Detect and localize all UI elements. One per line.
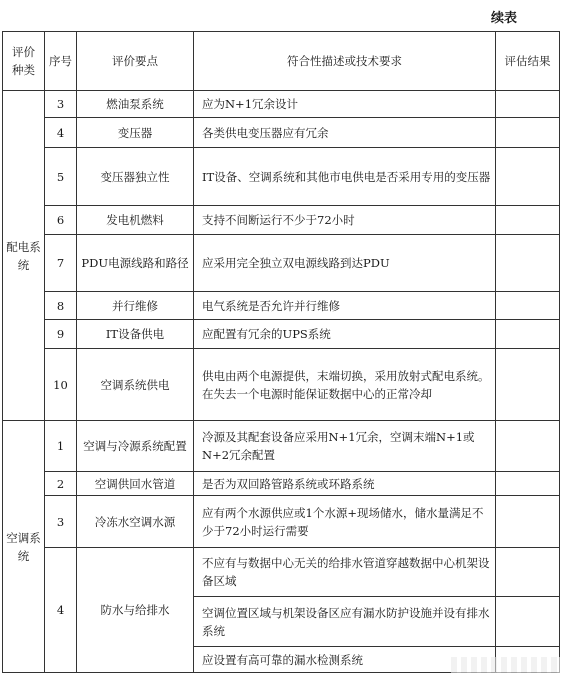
row-point: 发电机燃料 [77,206,194,235]
row-result [496,597,560,647]
row-requirement: 支持不间断运行不少于72小时 [194,206,496,235]
row-point: 变压器独立性 [77,148,194,206]
row-point: 空调供回水管道 [77,472,194,496]
row-no: 6 [45,206,77,235]
row-no: 5 [45,148,77,206]
table-row [3,421,560,472]
header-point: 评价要点 [77,32,194,91]
row-result [496,320,560,349]
row-requirement: 冷源及其配套设备应采用N+1冗余，空调末端N+1或N+2冗余配置 [194,421,496,472]
row-point: 并行维修 [77,292,194,320]
evaluation-table [2,31,560,673]
row-no: 4 [45,548,77,673]
row-no: 10 [45,349,77,421]
header-category: 评价种类 [3,32,45,91]
table-row [3,118,560,148]
row-result [496,349,560,421]
header-no: 序号 [45,32,77,91]
table-row [3,472,560,496]
row-no: 9 [45,320,77,349]
table-row [3,548,560,597]
row-requirement: IT设备、空调系统和其他市电供电是否采用专用的变压器 [194,148,496,206]
header-result: 评估结果 [496,32,560,91]
table-row [3,320,560,349]
table-row [3,148,560,206]
category-power: 配电系统 [3,91,45,421]
row-no: 3 [45,91,77,118]
row-requirement: 空调位置区域与机架设备区应有漏水防护设施并设有排水系统 [194,597,496,647]
table-row [3,206,560,235]
row-point: 变压器 [77,118,194,148]
row-result [496,148,560,206]
row-requirement: 应设置有高可靠的漏水检测系统 [194,647,496,673]
row-requirement: 是否为双回路管路系统或环路系统 [194,472,496,496]
row-point: 冷冻水空调水源 [77,496,194,548]
row-requirement: 各类供电变压器应有冗余 [194,118,496,148]
table-row [3,91,560,118]
row-requirement: 应有两个水源供应或1个水源+现场储水，储水量满足不少于72小时运行需要 [194,496,496,548]
row-no: 8 [45,292,77,320]
row-point: PDU电源线路和路径 [77,235,194,292]
row-result [496,206,560,235]
row-no: 3 [45,496,77,548]
row-requirement: 不应有与数据中心无关的给排水管道穿越数据中心机架设备区域 [194,548,496,597]
category-ac: 空调系统 [3,421,45,673]
row-no: 4 [45,118,77,148]
row-point: 空调与冷源系统配置 [77,421,194,472]
row-result [496,421,560,472]
header-requirement: 符合性描述或技术要求 [194,32,496,91]
row-result [496,472,560,496]
row-requirement: 应为N+1冗余设计 [194,91,496,118]
watermark-strip [451,657,561,673]
table-row [3,496,560,548]
row-point: 空调系统供电 [77,349,194,421]
row-no: 7 [45,235,77,292]
table-row [3,292,560,320]
row-requirement: 应采用完全独立双电源线路到达PDU [194,235,496,292]
row-result [496,292,560,320]
row-no: 2 [45,472,77,496]
table-row [3,349,560,421]
row-requirement: 应配置有冗余的UPS系统 [194,320,496,349]
table-row [3,235,560,292]
row-result [496,235,560,292]
row-requirement: 供电由两个电源提供，末端切换，采用放射式配电系统。在失去一个电源时能保证数据中心的正常冷却 [194,349,496,421]
row-result [496,91,560,118]
continued-label: 续表 [491,11,518,26]
row-point: 燃油泵系统 [77,91,194,118]
row-result [496,118,560,148]
row-result [496,496,560,548]
row-requirement: 电气系统是否允许并行维修 [194,292,496,320]
row-no: 1 [45,421,77,472]
row-point: IT设备供电 [77,320,194,349]
row-result [496,548,560,597]
header-row [3,32,560,91]
row-point: 防水与给排水 [77,548,194,673]
